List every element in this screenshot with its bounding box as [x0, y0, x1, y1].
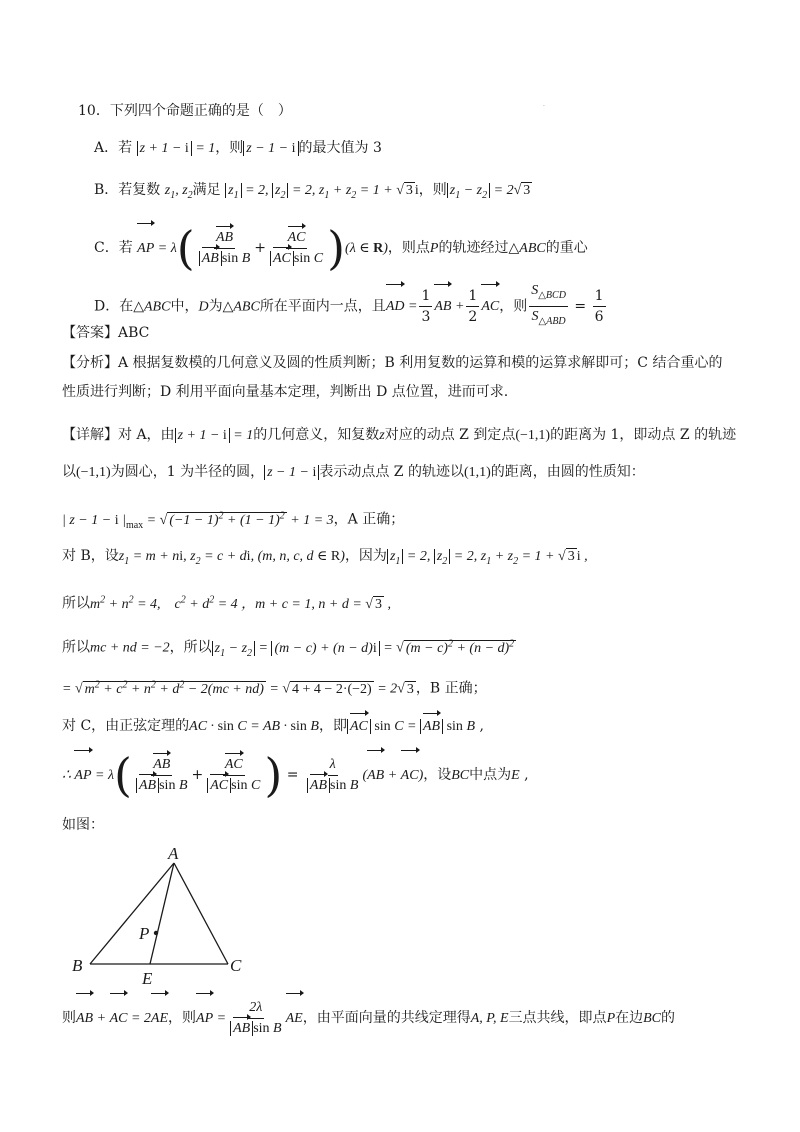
option-c: C．若 AP = λ( $\frac{AB}{\text{AB sin B}}$ + $\frac{AC}{\text{AC sin C}}$ )(λ ∈ R)，则点P的轨迹经过△ABC的重心	[94, 221, 588, 275]
label-a: A	[168, 844, 179, 863]
detail-line-8: 对 C，由正弦定理的AC · sin C = AB · sin B，即 AC sin C = AB sin B ,	[62, 715, 484, 738]
label-e: E	[142, 969, 153, 988]
label-b: B	[72, 956, 83, 975]
detail-line-9: ∴ AP = λ( $\frac{AB}{\text{AB sin B}}$ + $\frac{AC}{\text{AC sin C}}$ ) = $\frac{\lambda}{\text{AB sin B}}$ (AB + AC)，设BC中点为E ,	[62, 748, 529, 802]
detail-line-5: 所以$m^2 + n^2 = 4$, $c^2 + d^2 = 4$ ，m + c = 1, n + d = √ 3 ,	[62, 594, 391, 612]
point-p	[154, 931, 158, 935]
analysis-line-1: 【分析】A 根据复数模的几何意义及圆的性质判断；B 利用复数的运算和模的运算求解即可；C 结合重心的	[62, 355, 723, 371]
answer-line	[62, 322, 149, 344]
detail-line-2: 以(−1,1)为圆心，1 为半径的圆， z − 1 − i 表示动点点 Z 的轨迹以(1,1)的距离，由圆的性质知：	[62, 464, 645, 480]
detail-line-6: 所以mc + nd = −2，所以 $z_1 - z_2 = (m - c) + (n - d)i$ = √ $(m - c)^2 + (n - d)^2$	[62, 638, 515, 659]
triangle-figure	[70, 840, 270, 990]
option-b: B．若复数 $z_1$, $z_2$满足 $z_1 = 2$, $z_2 = 2$, $z_1 + z_2 = 1$ + √ 3 i，则 $z_1 - z_2 = 2√$ 3	[94, 182, 531, 201]
scan-dot: ·	[543, 103, 545, 110]
label-c: C	[230, 956, 242, 975]
option-d: D．在△ABC中，D为△ABC所在平面内一点，且AD = $\frac{1}{3}$ AB + $\frac{1}{2}$ AC，则 $\frac{S_{\triangle BCD}}{S_{\triangle ABD}}$ = $\frac{1}{6}$	[94, 283, 604, 327]
option-a: A．若 z + 1 − i = 1，则 z − 1 − i 的最大值为 3	[94, 140, 382, 156]
detail-line-1: 【详解】对 A，由 z + 1 − i = 1的几何意义，知复数z对应的动点 Z 到定点(−1,1)的距离为 1，即动点 Z 的轨迹	[62, 427, 737, 443]
answer-label: 【答案】	[62, 325, 118, 341]
side-ac	[174, 863, 228, 964]
figure-caption: 如图：	[62, 817, 104, 833]
analysis-line-2: 性质进行判断；D 利用平面向量基本定理，判断出 D 点位置，进而可求.	[62, 384, 509, 400]
detail-line-10: 则AB + AC = 2AE，则AP = $\frac{2\lambda}{\text{AB sin B}}$ AE，由平面向量的共线定理得A, P, E三点共线，即点P在边BC的	[62, 995, 675, 1042]
detail-line-7: = √ $m^2 + c^2 + n^2 + d^2 - 2(mc + nd)$ = √ 4 + 4 − 2·(−2) = 2√ 3 ，B 正确；	[62, 679, 487, 697]
detail-line-4: 对 B，设$z_1 = m$ + ni, $z_2 = c$ + di, (m, n, c, d ∈ R)，因为 $z_1 = 2$, $z_2 = 2$, $z_1 + z_2 = 1$ + √ 3 i ,	[62, 548, 588, 567]
question-title: 10．下列四个命题正确的是（ ）	[78, 103, 292, 119]
answer-value: ABC	[118, 325, 150, 341]
label-p: P	[139, 924, 150, 943]
detail-line-3: | z − 1 − i $|_{max}$ = √ $(-1 - 1)^2 + (1 - 1)^2 + 1 = 3$，A 正确；	[62, 510, 405, 531]
